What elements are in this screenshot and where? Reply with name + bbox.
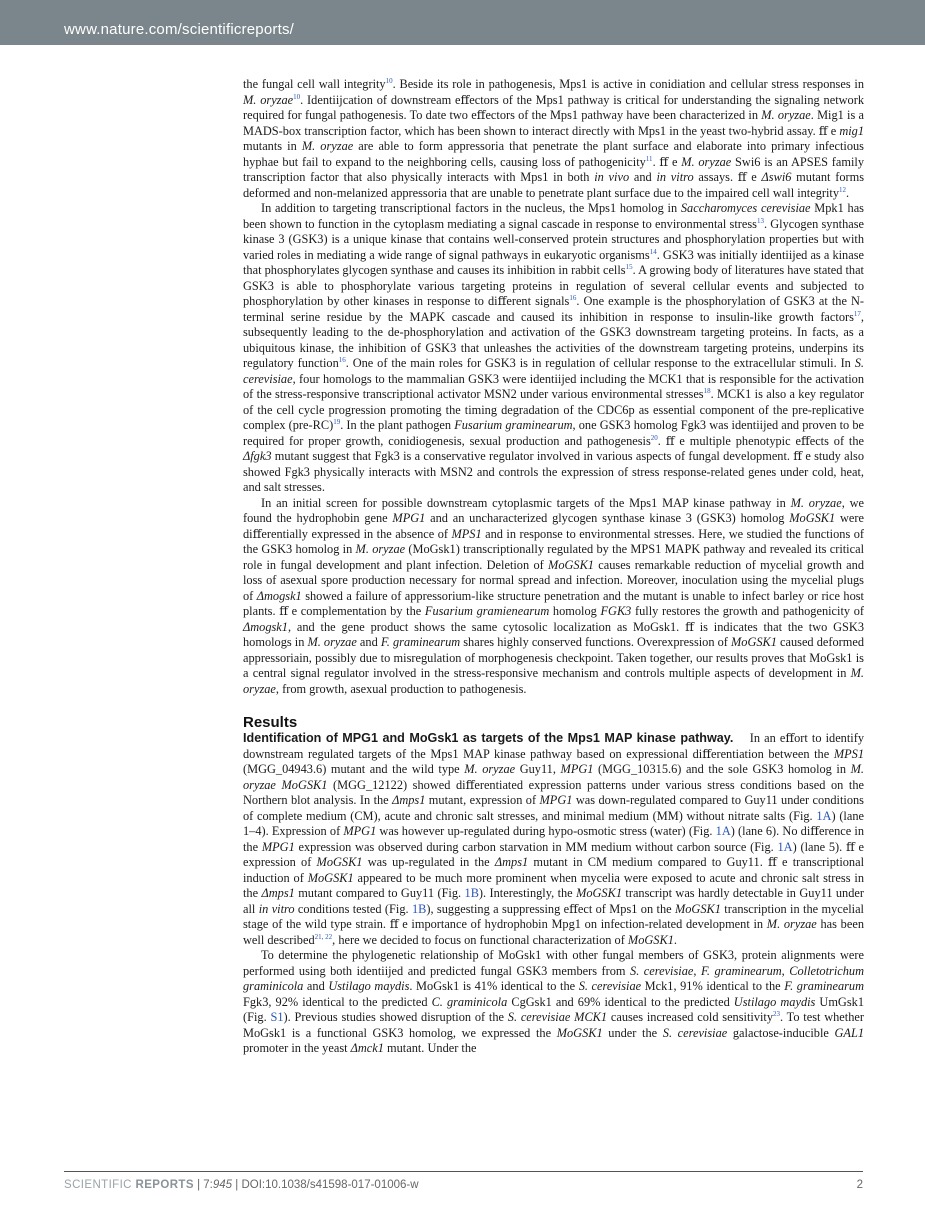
citation-ref[interactable]: 17 bbox=[853, 309, 861, 318]
journal-brand-scientific: SCIENTIFIC bbox=[64, 1179, 136, 1191]
citation-ref[interactable]: 13 bbox=[756, 216, 764, 225]
figure-link[interactable]: 1B bbox=[464, 886, 479, 900]
figure-link[interactable]: 1A bbox=[715, 824, 731, 838]
figure-link[interactable]: S1 bbox=[270, 1010, 284, 1024]
citation-ref[interactable]: 16 bbox=[338, 356, 346, 364]
section-heading-results: Results bbox=[243, 714, 298, 731]
paragraph: In addition to targeting transcriptional factors in the nucleus, the Mps1 homolog in Saccharomyces cerevisiae Mpk1 has been shown to function in the cytoplasm mediating a signal cascade in response to environmental stress$^{13}$. Glycogen synthase kinase 3 (GSK3) is a unique kinase that contains well-conserved protein structures and phosphorylation properties but with varied roles in mediating a wide range of signal pathways in eukaryotic organisms$^{14}$. GSK3 was initially identiijed as a kinase that phosphorylates glycogen synthase and causes its inhibition in rabbit cells$^{15}$. A growing body of literatures have stated that GSK3 is able to phosphorylate various targeting proteins in regulation of several cellular events and subjected to phosphorylation by other kinases in response to diﬀerent signals$^{16}$. One example is the phosphorylation of GSK3 at the N-terminal serine residue by the MAPK cascade and caused its inhibition in response to insulin-like growth factors$^{17}$, subsequently leading to the de-phosphorylation and activation of the GSK3 downstream targeting proteins. In facts, as a ubiquitous kinase, the inhibition of GSK3 that unleashes the activities of the downstream targeting proteins, underpins its regulatory function$^{16}$. One of the main roles for GSK3 is in regulation of cellular response to the extracellular stimuli. In S. cerevisiae, four homologs to the mammalian GSK3 were identiijed including the MCK1 that is responsible for the activation of the stress-responsive transcriptional activator MSN2 under various environmental stresses$^{18}$. MCK1 is also a key regulator of the cell cycle progression promoting the timing degradation of the CDC6p as essential component of the pre-replicative complex $(pre-RC)^{19}$. In the plant pathogen Fusarium graminearum, one GSK3 homolog Fgk3 was identiijed and proven to be required for proper growth, conidiogenesis, sexual production and pathogenesis$^{20}$. ﬀ e multiple phenotypic eﬀects of the Δfgk3 mutant suggest that Fgk3 is a conservative regulator involved in various aspects of fungal development. ﬀ e study also showed Fgk3 physically interacts with MSN2 and controls the expression of stress response-related genes under cold, heat, and salt stresses. bbox=[243, 201, 865, 494]
citation-ref[interactable]: 20 bbox=[650, 433, 658, 442]
citation-ref[interactable]: 21, 22 bbox=[314, 932, 333, 941]
citation-doi[interactable]: | DOI:10.1038/s41598-017-01006-w bbox=[232, 1179, 419, 1191]
figure-link[interactable]: 1B bbox=[411, 901, 427, 916]
citation-ref[interactable]: 10 bbox=[293, 92, 301, 101]
citation-ref[interactable]: 18 bbox=[703, 387, 711, 395]
citation-ref[interactable]: 23 bbox=[773, 1010, 781, 1018]
paragraph: Identification of MPG1 and MoGsk1 as targets of the Mps1 MAP kinase pathway. In an eﬀort to identify downstream regulated targets of the Mps1 MAP kinase pathway based on expressional diﬀerentiation between the MPS1 (MGG_04943.6) mutant and the wild type M. oryzae Guy11, MPG1 (MGG_10315.6) and the sole GSK3 homolog in M. oryzae MoGSK1 (MGG_12122) showed diﬀerentiated expression patterns under various stress conditions based on the Northern blot analysis. In the Δmps1 mutant, expression of MPG1 was down-regulated compared to Guy11 under conditions of complete medium (CM), acute and chronic salt stresses, and minimal medium (MM) without nitrate salts (Fig. 1A) (lane 1–4). Expression of MPG1 was however up-regulated during hypo-osmotic stress (water) (Fig. 1A) (lane 6). No diﬀerence in the MPG1 expression was observed during carbon starvation in MM medium without carbon source (Fig. 1A) (lane 5). ﬀ e expression of MoGSK1 was up-regulated in the Δmps1 mutant in CM medium compared to Guy11. ﬀ e transcriptional induction of MoGSK1 appeared to be much more prominent when mycelia were exposed to acute and chronic salt stress in the Δmps1 mutant compared to Guy11 (Fig. 1B). Interestingly, the MoGSK1 transcript was hardly detectable in Guy11 under all in vitro conditions tested (Fig. 1B), suggesting a suppressing eﬀect of Mps1 on the MoGSK1 transcription in the mycelial stage of the wild type strain. ﬀ e importance of hydrophobin Mpg1 on infection-related development in M. oryzae has been well described$^{21, 22}$, here we decided to focus on functional characterization of MoGSK1. bbox=[243, 731, 864, 947]
citation-prefix: | 7: bbox=[193, 1179, 213, 1191]
figure-link[interactable]: 1A bbox=[816, 808, 832, 823]
journal-header-bar bbox=[0, 0, 925, 45]
citation-volume: 945 bbox=[212, 1179, 233, 1191]
citation-ref[interactable]: 11 bbox=[645, 154, 653, 163]
page-number: 2 bbox=[856, 1179, 863, 1191]
paragraph: In an initial screen for possible downstream cytoplasmic targets of the Mps1 MAP kinase pathway in M. oryzae, we found the hydrophobin gene MPG1 and an uncharacterized glycogen synthase kinase 3 (GSK3) homolog MoGSK1 were diﬀerentially expressed in the absence of MPS1 and in response to environmental stresses. Here, we studied the functions of the GSK3 homolog in M. oryzae (MoGsk1) transcriptionally regulated by the MPS1 MAPK pathway and revealed its critical role in fungal development and plant infection. Deletion of MoGSK1 causes remarkable reduction of mycelial growth and loss of asexual spore production necessary for normal spread and infection. Moreover, inoculation using the mycelial plugs of Δmogsk1 showed a failure of appressorium-like structure penetration and the mutant is unable to infect barley or rice host plants. ﬀ e complementation by the Fusarium gramienearum homolog FGK3 fully restores the growth and pathogenicity of Δmogsk1, and the gene product shows the same cytosolic localization as MoGsk1. ﬀ is indicates that the two GSK3 homologs in M. oryzae and F. graminearum shares highly conserved functions. Overexpression of MoGSK1 caused deformed appressoriain, possibly due to misregulation of morphogenesis checkpoint. Taken together, our results proves that MoGsk1 is a central signal regulator involved in the stress-responsive mechanism and controls multiple aspects of development in M. oryzae, from growth, asexual production to pathogenesis. bbox=[243, 495, 864, 696]
citation-ref[interactable]: 12 bbox=[839, 185, 847, 194]
citation-ref[interactable]: 14 bbox=[649, 247, 657, 256]
citation-ref[interactable]: 10 bbox=[385, 77, 393, 85]
journal-brand-reports: REPORTS bbox=[135, 1179, 194, 1191]
citation-ref[interactable]: 19 bbox=[333, 418, 341, 426]
paragraph: the fungal cell wall integrity$^{10}$. Beside its role in pathogenesis, Mps1 is active in conidiation and cellular stress responses in M. oryzae$^{10}$. Identiijcation of downstream eﬀectors of the Mps1 pathway is critical for understanding the signaling network required for fungal pathogenesis. To date two eﬀectors of the Mps1 pathway have been characterized in M. oryzae. Mig1 is a MADS-box transcription factor, which has been shown to interact directly with Mps1 in the yeast two-hybrid assay. ﬀ e mig1 mutants in M. oryzae are able to form appressoria that penetrate the plant surface and elaborate into primary infectious hyphae but fail to expand to the neighboring cells, causing loss of pathogenicity$^{11}$. ﬀ e M. oryzae Swi6 is an APSES family transcription factor that also physically interacts with Mps1 in both in vivo and in vitro assays. ﬀ e Δswi6 mutant forms deformed and non-melanized appressoria that are unable to penetrate plant surface due to the impaired cell wall integrity$^{12}$. bbox=[243, 77, 865, 200]
paragraph: To determine the phylogenetic relationship of MoGsk1 with other fungal members of GSK3, protein alignments were performed using both identiijed and predicted fungal GSK3 members from S. cerevisiae, F. graminearum, Colletotrichum graminicola and Ustilago maydis. MoGsk1 is 41% identical to the S. cerevisiae Mck1, 91% identical to the F. graminearum Fgk3, 92% identical to the predicted C. graminicola CgGsk1 and 69% identical to the predicted Ustilago maydis UmGsk1 (Fig. S1). Previous studies showed disruption of the S. cerevisiae MCK1 causes increased cold sensitivity$^{23}$. To test whether MoGsk1 is a functional GSK3 homolog, we expressed the MoGSK1 under the S. cerevisiae galactose-inducible GAL1 promoter in the yeast Δmck1 mutant. Under the bbox=[243, 948, 865, 1055]
citation-ref[interactable]: 16 bbox=[569, 294, 577, 302]
footer-divider bbox=[64, 1171, 863, 1172]
page-footer bbox=[64, 1179, 863, 1191]
subsection-heading: Identification of MPG1 and MoGsk1 as targets of the Mps1 MAP kinase pathway. bbox=[243, 731, 734, 745]
article-body bbox=[243, 77, 864, 1057]
citation-ref[interactable]: 15 bbox=[625, 263, 633, 271]
figure-link[interactable]: 1A bbox=[777, 839, 793, 854]
journal-url[interactable]: www.nature.com/scientificreports/ bbox=[64, 21, 295, 38]
